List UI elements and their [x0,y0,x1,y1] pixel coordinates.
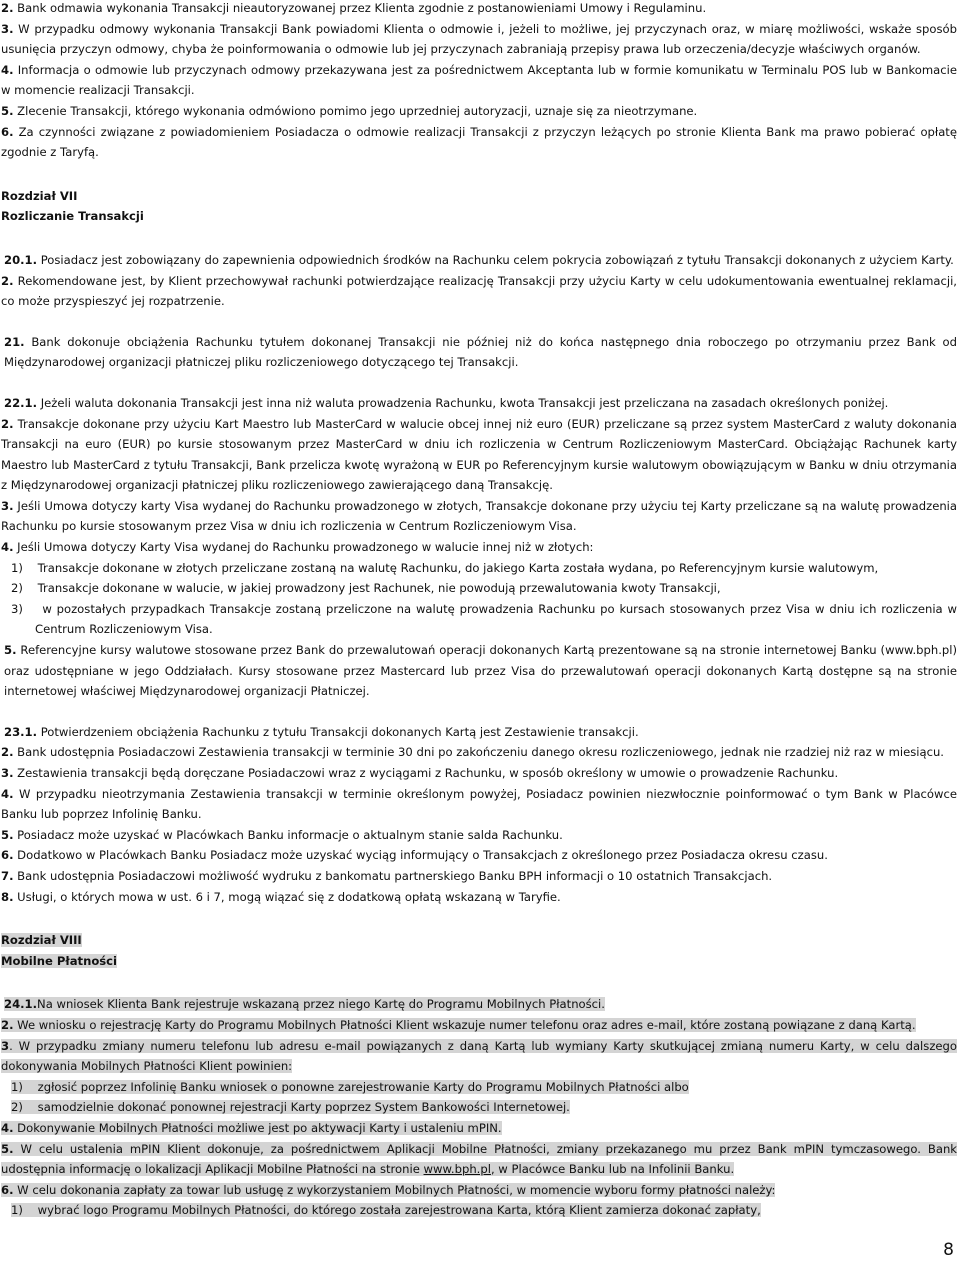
clause-text: Rekomendowane jest, by Klient przechowywał rachunki potwierdzające realizację Transakcji przy użyciu Karty w celu udokumentowania ewentualnej reklamacji, co może przyspieszyć jej rozpatrzenie. [1,273,957,309]
clause-number: 2. [1,1017,14,1032]
clause-24-1 [1,994,957,1015]
clause-number: 23.1. [4,724,38,739]
list-number: 1) [11,1203,23,1218]
clause-number: 2. [1,1,14,15]
clause-3 [1,19,957,60]
clause-text: , w Placówce Banku lub na Infolinii Banku. [490,1162,735,1177]
chapter-heading: Rozdział VII [1,188,78,203]
clause-text: Potwierdzeniem obciążenia Rachunku z tytułu Transakcji dokonanych Kartą jest Zestawienie transakcji. [40,724,639,739]
clause-text: Dodatkowo w Placówkach Banku Posiadacz może uzyskać wyciąg informujący o Transakcjach z określonego przez Posiadacza okresu czasu. [17,848,828,863]
clause-23-3 [1,763,957,784]
clause-number: 5. [1,1141,14,1156]
clause-text: W przypadku odmowy wykonania Transakcji Bank powiadomi Klienta o odmowie i, jeżeli to możliwe, jej przyczynach oraz, w miarę możliwości, wskaże sposób usunięcia przyczyn odmowy, chyba że poinformowania o odmowie lub jej przyczynach zabraniają przepisy prawa lub orzeczenia/decyzje właściwych organów. [1,21,958,57]
clause-number: 6. [1,848,14,863]
page-number: 8 [943,1240,954,1260]
list-item [1,578,957,599]
clause-text: Bank udostępnia Posiadaczowi Zestawienia transakcji w terminie 30 dni po zakończeniu danego okresu rozliczeniowego, jednak nie rzadziej niż raz w miesiącu. [17,745,944,760]
clause-22-1 [1,393,957,414]
clause-text: Jeśli Umowa dotyczy karty Visa wydanej do Rachunku prowadzonego w złotych, Transakcje dokonane przy użyciu tej Karty przeliczane są na walutę prowadzenia Rachunku po kursie stosowanym przez Visa w dniu ich rozliczenia w Centrum Rozliczeniowym Visa. [1,498,958,534]
clause-text: We wniosku o rejestrację Karty do Programu Mobilnych Płatności Klient wskazuje numer telefonu oraz adres e-mail, które zostaną powiązane z daną Kartą. [17,1017,916,1032]
clause-text: Informacja o odmowie lub przyczynach odmowy przekazywana jest za pośrednictwem Akceptanta lub w formie komunikatu w Terminalu POS lub w Bankomacie w momencie realizacji Transakcji. [1,62,958,98]
clause-number: 3. [1,766,14,780]
clause-20-1 [1,250,957,271]
clause-23-2 [1,742,957,763]
clause-number: 2. [1,416,14,431]
clause-23-6 [1,845,957,866]
clause-text: Bank udostępnia Posiadaczowi możliwość wydruku z bankomatu partnerskiego Banku BPH informacji o 10 ostatnich Transakcjach. [17,868,773,883]
clause-22-4 [1,537,957,558]
clause-20-2 [1,271,957,312]
clause-number: 4. [1,786,14,801]
document-page [1,0,957,1221]
clause-4 [1,60,957,101]
clause-number: 4. [1,62,14,77]
clause-21 [1,332,957,373]
list-item [1,1097,957,1118]
clause-2 [1,0,957,19]
clause-23-5 [1,825,957,846]
list-item [1,558,957,579]
list-number: 1) [11,1079,23,1094]
clause-number: 4. [1,1120,14,1135]
clause-number: 2. [1,273,14,288]
list-item [1,1200,957,1221]
clause-24-3 [1,1036,957,1077]
clause-text: Zlecenie Transakcji, którego wykonania odmówiono pomimo jego uprzedniej autoryzacji, uznaje się za nieotrzymane. [17,103,698,118]
clause-text: Referencyjne kursy walutowe stosowane przez Bank do przewalutowań operacji dokonanych Kartą prezentowane są na stronie internetowej Banku (www.bph.pl) oraz udostępniane w jego Oddziałach. Kursy stosowane przez Mastercard lub przez Visa do przewalutowań operacji dokonanych Kartą dostępne są na stronie internetowej właściwej Międzynarodowej organizacji Płatniczej. [4,643,958,699]
clause-number: 3. [1,498,14,513]
clause-text: Posiadacz może uzyskać w Placówkach Banku informacje o aktualnym stanie salda Rachunku. [17,827,563,842]
list-text: Transakcje dokonane w złotych przeliczane zostaną na walutę Rachunku, do jakiego Karta została wydana, po Referencyjnym kursie walutowym, [37,560,879,575]
clause-text: Bank dokonuje obciążenia Rachunku tytułem dokonanej Transakcji nie później niż do końca następnego dnia roboczego po otrzymaniu przez Bank od Międzynarodowej organizacji płatniczej pliku rozliczeniowego dotyczącego tej Transakcji. [4,334,957,370]
clause-text: W celu dokonania zapłaty za towar lub usługę z wykorzystaniem Mobilnych Płatności, w momencie wyboru formy płatności należy: [17,1182,776,1197]
clause-24-4 [1,1118,957,1139]
list-text: w pozostałych przypadkach Transakcje zostaną przeliczone na walutę prowadzenia Rachunku po kursach stosowanych przez Visa w dniu ich rozliczenia w Centrum Rozliczeniowym Visa. [35,601,957,637]
chapter-heading: Rozdział VIII [1,933,82,948]
list-number: 1) [11,560,23,575]
clause-number: 5. [1,103,14,118]
clause-text: Usługi, o których mowa w ust. 6 i 7, mogą wiązać się z dodatkową opłatą wskazaną w Taryfie. [17,889,561,904]
clause-text: Na wniosek Klienta Bank rejestruje wskazaną przez niego Kartę do Programu Mobilnych Płatności. [37,997,605,1012]
clause-23-4 [1,784,957,825]
clause-6 [1,122,957,163]
list-text: Transakcje dokonane w walucie, w jakiej prowadzony jest Rachunek, nie powodują przewalutowania kwoty Transakcji, [37,581,721,596]
list-text: samodzielnie dokonać ponownej rejestracji Karty poprzez System Bankowości Internetowej. [37,1100,570,1115]
clause-23-8 [1,887,957,908]
clause-text: Zestawienia transakcji będą doręczane Posiadaczowi wraz z wyciągami z Rachunku, w sposób określony w umowie o prowadzenie Rachunku. [17,766,839,780]
clause-number: 6. [1,124,14,139]
chapter-title: Rozliczanie Transakcji [1,209,144,224]
clause-24-6 [1,1180,957,1201]
clause-number: 5. [1,827,14,842]
clause-number: 21. [4,334,25,349]
clause-number: 24.1. [4,997,38,1012]
list-text: zgłosić poprzez Infolinię Banku wniosek o ponowne zarejestrowanie Karty do Programu Mobilnych Płatności albo [37,1079,689,1094]
list-item [1,599,957,640]
bph-website-link[interactable]: www.bph.pl [423,1162,491,1177]
clause-23-7 [1,866,957,887]
list-item [1,1077,957,1098]
clause-text: Transakcje dokonane przy użyciu Kart Maestro lub MasterCard w walucie obcej innej niż euro (EUR) przeliczane są przez system MasterCard z waluty dokonania Transakcji na euro (EUR) po kursie stosowanym przez MasterCard w dniu ich rozliczenia w Centrum Rozliczeniowym MasterCard. Obciążając Rachunek karty Maestro lub MasterCard z tytułu Transakcji, Bank przelicza kwotę wyrażoną w EUR po Referencyjnym kursie walutowym obowiązującym w Banku w dniu otrzymania z Międzynarodowej organizacji płatniczej pliku rozliczeniowego zawierającego daną Transakcję. [1,416,957,493]
clause-23-1 [1,722,957,743]
clause-text: W przypadku nieotrzymania Zestawienia transakcji w terminie określonym powyżej, Posiadacz powinien niezwłocznie poinformować o tym Bank w Placówce Banku lub poprzez Infolinię Banku. [1,786,958,822]
clause-number: 7. [1,868,14,883]
clause-text: Posiadacz jest zobowiązany do zapewnienia odpowiednich środków na Rachunku celem pokrycia zobowiązań z tytułu Transakcji dokonanych z użyciem Karty. [40,252,954,267]
clause-24-2 [1,1015,957,1036]
clause-number: 3. [1,21,14,36]
list-number: 2) [11,1100,23,1115]
clause-text: . W przypadku zmiany numeru telefonu lub adresu e-mail powiązanych z daną Kartą lub wymiany Karty skutkującej zmianą numeru Karty, w celu dalszego dokonywania Mobilnych Płatności Klient powinien: [1,1038,957,1074]
list-number: 2) [11,581,23,596]
clause-text: Bank odmawia wykonania Transakcji nieautoryzowanej przez Klienta zgodnie z postanowieniami Umowy i Regulaminu. [17,1,707,15]
clause-number: 4. [1,540,14,555]
clause-22-5 [1,640,957,702]
clause-number: 20.1. [4,252,38,267]
list-number: 3) [11,601,23,616]
clause-22-2 [1,414,957,496]
chapter-title: Mobilne Płatności [1,953,118,968]
clause-number: 6. [1,1182,14,1197]
clause-5 [1,101,957,122]
clause-22-3 [1,496,957,537]
clause-text: W celu ustalenia mPIN Klient dokonuje, za pośrednictwem Aplikacji Mobilne Płatności, zmiany przekazanego mu przez Bank mPIN tymczasowego. Bank udostępnia informację o lokalizacji Aplikacji Mobilne Płatności na stronie [1,1141,958,1177]
clause-number: 8. [1,889,14,904]
clause-text: Za czynności związane z powiadomieniem Posiadacza o odmowie realizacji Transakcji z przyczyn leżących po stronie Klienta Bank ma prawo pobierać opłatę zgodnie z Taryfą. [1,124,957,160]
clause-number: 5. [4,643,17,658]
clause-24-5 [1,1139,957,1180]
clause-text: Jeżeli waluta dokonania Transakcji jest inna niż waluta prowadzenia Rachunku, kwota Transakcji jest przeliczana na zasadach określonych poniżej. [40,395,889,410]
clause-text: Dokonywanie Mobilnych Płatności możliwe jest po aktywacji Karty i ustaleniu mPIN. [17,1120,502,1135]
clause-number: 2. [1,745,14,760]
list-text: wybrać logo Programu Mobilnych Płatności, do którego została zarejestrowana Karta, którą Klient zamierza dokonać zapłaty, [37,1203,761,1218]
clause-text: Jeśli Umowa dotyczy Karty Visa wydanej do Rachunku prowadzonego w walucie innej niż w złotych: [17,540,594,555]
clause-number: 3 [1,1038,10,1053]
clause-number: 22.1. [4,395,38,410]
